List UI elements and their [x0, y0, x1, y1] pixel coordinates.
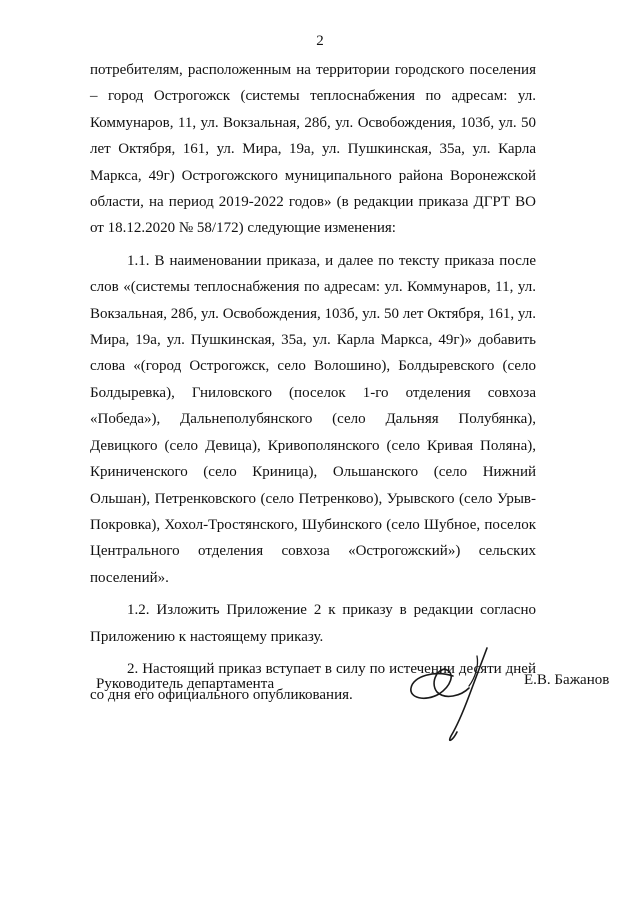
signatory-position: Руководитель департамента: [96, 676, 275, 692]
signatory-name: Е.В. Бажанов: [524, 672, 610, 688]
page-number: 2: [316, 33, 324, 49]
paragraph-item-1-1: 1.1. В наименовании приказа, и далее по тексту приказа после слов «(системы теплоснабжения по адресам: ул. Коммунаров, 11, ул. Вокзальная, 28б, ул. Освобождения, 103б, ул. 50 лет Октября, 161, ул. Мира, 19а, ул. Пушкинская, 35а, ул. Карла Маркса, 49г)» добавить слова «(город Острогожск, село Волошино), Болдыревского (село Болдыревка), Гниловского (поселок 1-го отделения совхоза «Победа»), Дальнеполубянского (село Дальняя Полубянка), Девицкого (село Девица), Кривополянского (село Кривая Поляна), Криниченского (село Криница), Ольшанского (село Нижний Ольшан), Петренковского (село Петренково), Урывского (село Урыв-Покровка), Хохол-Тростянского, Шубинского (село Шубное, поселок Центрального отделения совхоза «Острогожский») сельских поселений».: [90, 252, 536, 586]
paragraph-intro-continuation: потребителям, расположенным на территории городского поселения – город Острогожск (системы теплоснабжения по адресам: ул. Коммунаров, 11, ул. Вокзальная, 28б, ул. Освобождения, 103б, ул. 50 лет Октября, 161, ул. Мира, 19а, ул. Пушкинская, 35а, ул. Карла Маркса, 49г) Острогожского муниципального района Воронежской области, на период 2019-2022 годов» (в редакции приказа ДГРТ ВО от 18.12.2020 № 58/172) следующие изменения:: [90, 62, 536, 237]
paragraph-item-1-2: 1.2. Изложить Приложение 2 к приказу в редакции согласно Приложению к настоящему приказу.: [90, 602, 536, 645]
document-body: [90, 57, 536, 709]
paragraph-item-2: 2. Настоящий приказ вступает в силу по истечении десяти дней со дня его официального опубликования.: [90, 660, 536, 704]
